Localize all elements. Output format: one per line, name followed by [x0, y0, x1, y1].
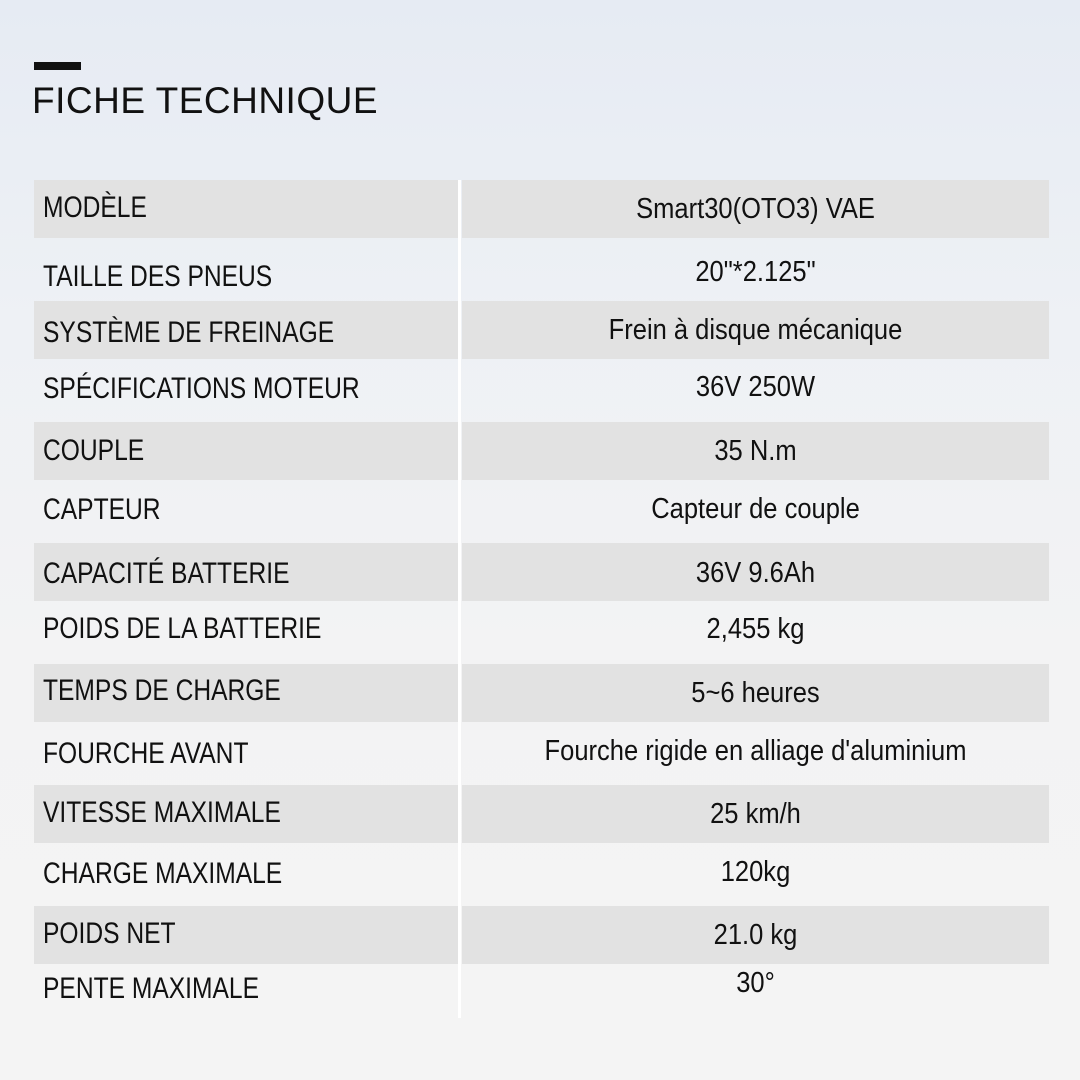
spec-value: 35 N.m — [714, 435, 797, 467]
spec-value-cell — [462, 664, 1049, 722]
spec-label-cell — [34, 301, 458, 359]
spec-table — [34, 180, 1049, 1011]
spec-label-cell — [34, 843, 458, 906]
spec-value: 120kg — [720, 856, 791, 888]
spec-label: CAPTEUR — [43, 493, 161, 526]
spec-value-cell — [462, 359, 1049, 422]
spec-value: Smart30(OTO3) VAE — [636, 193, 875, 225]
spec-row — [34, 422, 1049, 480]
column-divider — [458, 180, 461, 1018]
spec-row — [34, 601, 1049, 664]
spec-value-cell — [462, 543, 1049, 601]
spec-value: 2,455 kg — [706, 613, 805, 645]
spec-row — [34, 664, 1049, 722]
spec-label-cell — [34, 543, 458, 601]
spec-row — [34, 785, 1049, 843]
spec-row — [34, 238, 1049, 301]
spec-label-cell — [34, 722, 458, 785]
spec-value-cell — [462, 480, 1049, 543]
spec-value-cell — [462, 722, 1049, 785]
spec-value-cell — [462, 301, 1049, 359]
spec-label-cell — [34, 664, 458, 722]
spec-value: Frein à disque mécanique — [608, 314, 903, 346]
spec-label: TEMPS DE CHARGE — [43, 674, 281, 707]
spec-row — [34, 480, 1049, 543]
spec-label: SPÉCIFICATIONS MOTEUR — [43, 372, 360, 405]
spec-value-cell — [462, 785, 1049, 843]
spec-value: Capteur de couple — [651, 493, 860, 525]
spec-label: SYSTÈME DE FREINAGE — [43, 316, 335, 349]
spec-label-cell — [34, 359, 458, 422]
spec-row — [34, 543, 1049, 601]
spec-row — [34, 964, 1049, 1011]
spec-value: 36V 9.6Ah — [695, 557, 816, 589]
spec-value-cell — [462, 238, 1049, 301]
spec-row — [34, 359, 1049, 422]
spec-value: 21.0 kg — [713, 919, 798, 951]
spec-value-cell — [462, 180, 1049, 238]
spec-label: VITESSE MAXIMALE — [43, 796, 281, 829]
spec-row — [34, 722, 1049, 785]
spec-label: CHARGE MAXIMALE — [43, 857, 283, 890]
spec-value-cell — [462, 964, 1049, 1011]
page-title: FICHE TECHNIQUE — [32, 80, 379, 121]
spec-value: Fourche rigide en alliage d'aluminium — [544, 735, 967, 767]
spec-label: POIDS NET — [43, 917, 176, 950]
spec-value-cell — [462, 422, 1049, 480]
spec-label-cell — [34, 422, 458, 480]
spec-label: MODÈLE — [43, 191, 147, 224]
spec-label: POIDS DE LA BATTERIE — [43, 612, 322, 645]
title-accent-bar — [34, 62, 81, 70]
spec-label-cell — [34, 238, 458, 301]
spec-value-cell — [462, 906, 1049, 964]
spec-label: COUPLE — [43, 434, 145, 467]
spec-value: 5~6 heures — [691, 677, 820, 709]
spec-label: FOURCHE AVANT — [43, 737, 249, 770]
spec-value-cell — [462, 601, 1049, 664]
spec-value: 25 km/h — [710, 798, 801, 830]
spec-value-cell — [462, 843, 1049, 906]
spec-value: 20"*2.125" — [695, 256, 816, 288]
spec-label-cell — [34, 480, 458, 543]
spec-label: TAILLE DES PNEUS — [43, 260, 273, 293]
spec-label-cell — [34, 180, 458, 238]
spec-row — [34, 301, 1049, 359]
spec-label-cell — [34, 601, 458, 664]
spec-label: PENTE MAXIMALE — [43, 972, 259, 1005]
spec-label-cell — [34, 785, 458, 843]
spec-row — [34, 843, 1049, 906]
spec-value: 36V 250W — [695, 371, 816, 403]
spec-row — [34, 906, 1049, 964]
spec-row — [34, 180, 1049, 238]
spec-label: CAPACITÉ BATTERIE — [43, 557, 290, 590]
spec-label-cell — [34, 906, 458, 964]
spec-value: 30° — [736, 967, 775, 999]
spec-label-cell — [34, 964, 458, 1011]
